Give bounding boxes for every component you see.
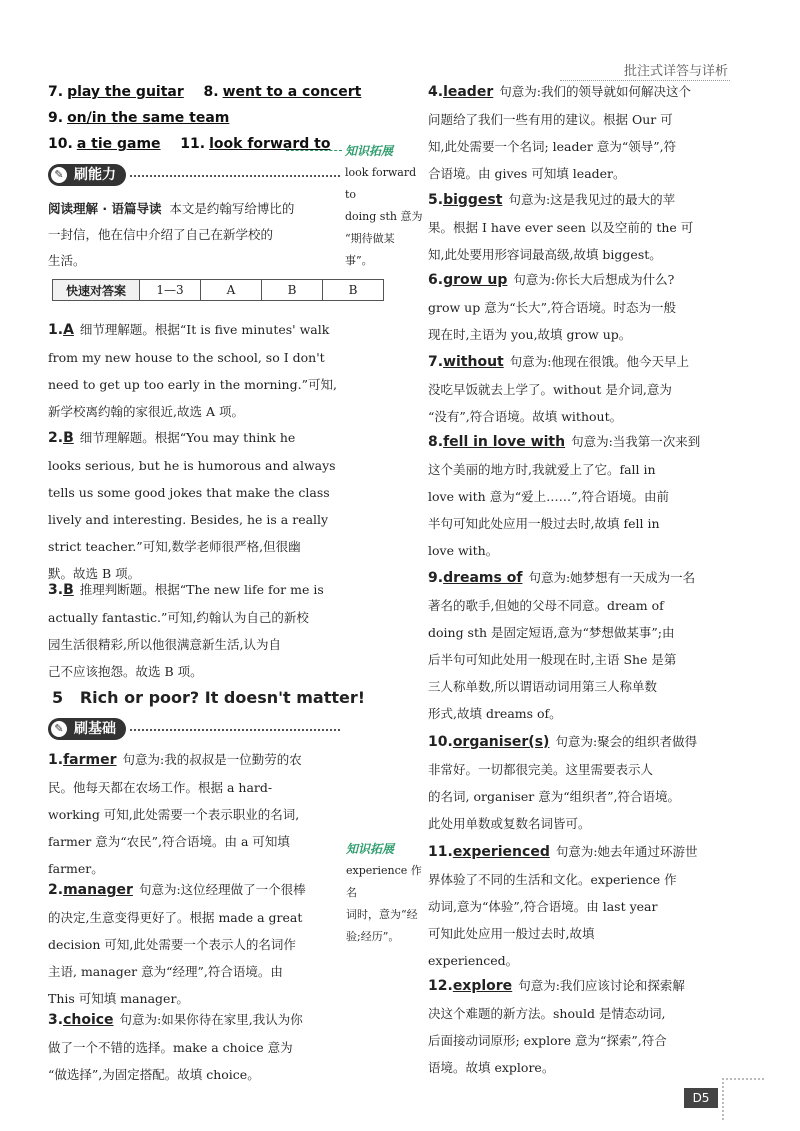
ability-badge: ✎ 刷能力 bbox=[48, 164, 126, 186]
pencil-icon: ✎ bbox=[51, 721, 67, 737]
answer-line-9: 9. on/in the same team bbox=[48, 110, 230, 126]
side-note-look-forward: 知识拓展 look forward to doing sth 意为 “期待做某 事”。 bbox=[345, 140, 425, 272]
quick-answer-cell: B bbox=[262, 280, 323, 301]
reading-item-2: 2.B 细节理解题。根据“You may think he looks serious, but he is humorous and always tells us some good jokes that make the class lively and interesting. Besides, he is a really strict teacher.”可知,数学老师很严格,但很幽 默。故选 B 项。 bbox=[48, 430, 336, 581]
reading-item-3: 3.B 推理判断题。根据“The new life for me is actually fantastic.”可知,约翰认为自己的新校 园生活很精彩,所以他很满意新生活,认为自 己不应该抱怨。故选 B 项。 bbox=[48, 582, 324, 679]
blank-item-2: 2.manager 句意为:这位经理做了一个很棒 的决定,生意变得更好了。根据 made a great decision 可知,此处需要一个表示人的名词作 主语, manager 意为“经理”,符合语境。由 This 可知填 manager。 bbox=[48, 882, 306, 1006]
side-note-tag: 知识拓展 bbox=[345, 144, 394, 158]
quick-answer-table bbox=[52, 279, 384, 301]
blank-item-7: 7.without 句意为:他现在很饿。他今天早上 没吃早饭就去上学了。without 是介词,意为 “没有”,符合语境。故填 without。 bbox=[428, 354, 689, 424]
blank-item-4: 4.leader 句意为:我们的领导就如何解决这个 问题给了我们一些有用的建议。根据 Our 可 知,此处需要一个名词; leader 意为“领导”,符 合语境。由 gives 可知填 leader。 bbox=[428, 84, 691, 181]
blank-item-12: 12.explore 句意为:我们应该讨论和探索解 决这个难题的新方法。should 是情态动词, 后面接动词原形; explore 意为“探索”,符合 语境。故填 explore。 bbox=[428, 978, 685, 1075]
side-note-tag: 知识拓展 bbox=[346, 842, 395, 856]
quick-answer-header: 快速对答案 bbox=[53, 280, 140, 301]
quick-answer-cell: A bbox=[201, 280, 262, 301]
answer-line-10-11: 10. a tie game 11. look forward to bbox=[48, 136, 331, 152]
pencil-icon: ✎ bbox=[51, 167, 67, 183]
dotted-divider bbox=[130, 175, 340, 177]
page-header: 批注式详答与详析 bbox=[623, 64, 728, 79]
blank-item-11: 11.experienced 句意为:她去年通过环游世 界体验了不同的生活和文化。experience 作 动词,意为“体验”,符合语境。由 last year 可知此处应用一般过去时,故填 experienced。 bbox=[428, 844, 698, 968]
blank-item-6: 6.grow up 句意为:你长大后想成为什么? grow up 意为“长大”,符合语境。时态为一般 现在时,主语为 you,故填 grow up。 bbox=[428, 272, 676, 342]
quick-answer-cell: B bbox=[323, 280, 384, 301]
blank-item-10: 10.organiser(s) 句意为:聚会的组织者做得 非常好。一切都很完美。这里需要表示人 的名词, organiser 意为“组织者”,符合语境。 此处用单数或复数名词皆可。 bbox=[428, 734, 698, 831]
blank-item-3: 3.choice 句意为:如果你待在家里,我认为你 做了一个不错的选择。make a choice 意为 “做选择”,为固定搭配。故填 choice。 bbox=[48, 1012, 303, 1082]
answer-line-7-8: 7. play the guitar 8. went to a concert bbox=[48, 84, 362, 100]
note-connector-line bbox=[286, 150, 342, 151]
blank-item-8: 8.fell in love with 句意为:当我第一次来到 这个美丽的地方时,我就爱上了它。fall in love with 意为“爱上……”,符合语境。由前 半句可知此处应用一般过去时,故填 fell in love with。 bbox=[428, 434, 701, 558]
side-note-experience: 知识拓展 experience 作名 词时，意为“经 验;经历”。 bbox=[346, 838, 426, 948]
dotted-divider bbox=[130, 729, 340, 731]
page-corner-dots bbox=[722, 1078, 764, 1120]
blank-item-1: 1.farmer 句意为:我的叔叔是一位勤劳的农 民。他每天都在农场工作。根据 a hard- working 可知,此处需要一个表示职业的名词, farmer 意为“农民”,符合语境。由 a 可知填 farmer。 bbox=[48, 752, 302, 876]
blank-item-9: 9.dreams of 句意为:她梦想有一天成为一名 著名的歌手,但她的父母不同意。dream of doing sth 是固定短语,意为“梦想做某事”;由 后半句可知此处用一般现在时,主语 She 是第 三人称单数,所以谓语动词用第三人称单数 形式,故填 dreams of。 bbox=[428, 570, 696, 721]
page-number: D5 bbox=[684, 1088, 718, 1108]
quick-answer-range: 1—3 bbox=[140, 280, 201, 301]
basic-badge: ✎ 刷基础 bbox=[48, 718, 126, 740]
reading-guide: 阅读理解 · 语篇导读 本文是约翰写给博比的 一封信，他在信中介绍了自己在新学校的 生活。 bbox=[48, 201, 295, 268]
reading-item-1: 1.A 细节理解题。根据“It is five minutes' walk from my new house to the school, so I don't need to get up too early in the morning.”可知, 新学校离约翰的家很近,故选 A 项。 bbox=[48, 322, 337, 419]
blank-item-5: 5.biggest 句意为:这是我见过的最大的苹 果。根据 I have ever seen 以及空前的 the 可 知,此处要用形容词最高级,故填 biggest。 bbox=[428, 192, 694, 262]
section-title: 5 Rich or poor? It doesn't matter! bbox=[52, 688, 366, 707]
